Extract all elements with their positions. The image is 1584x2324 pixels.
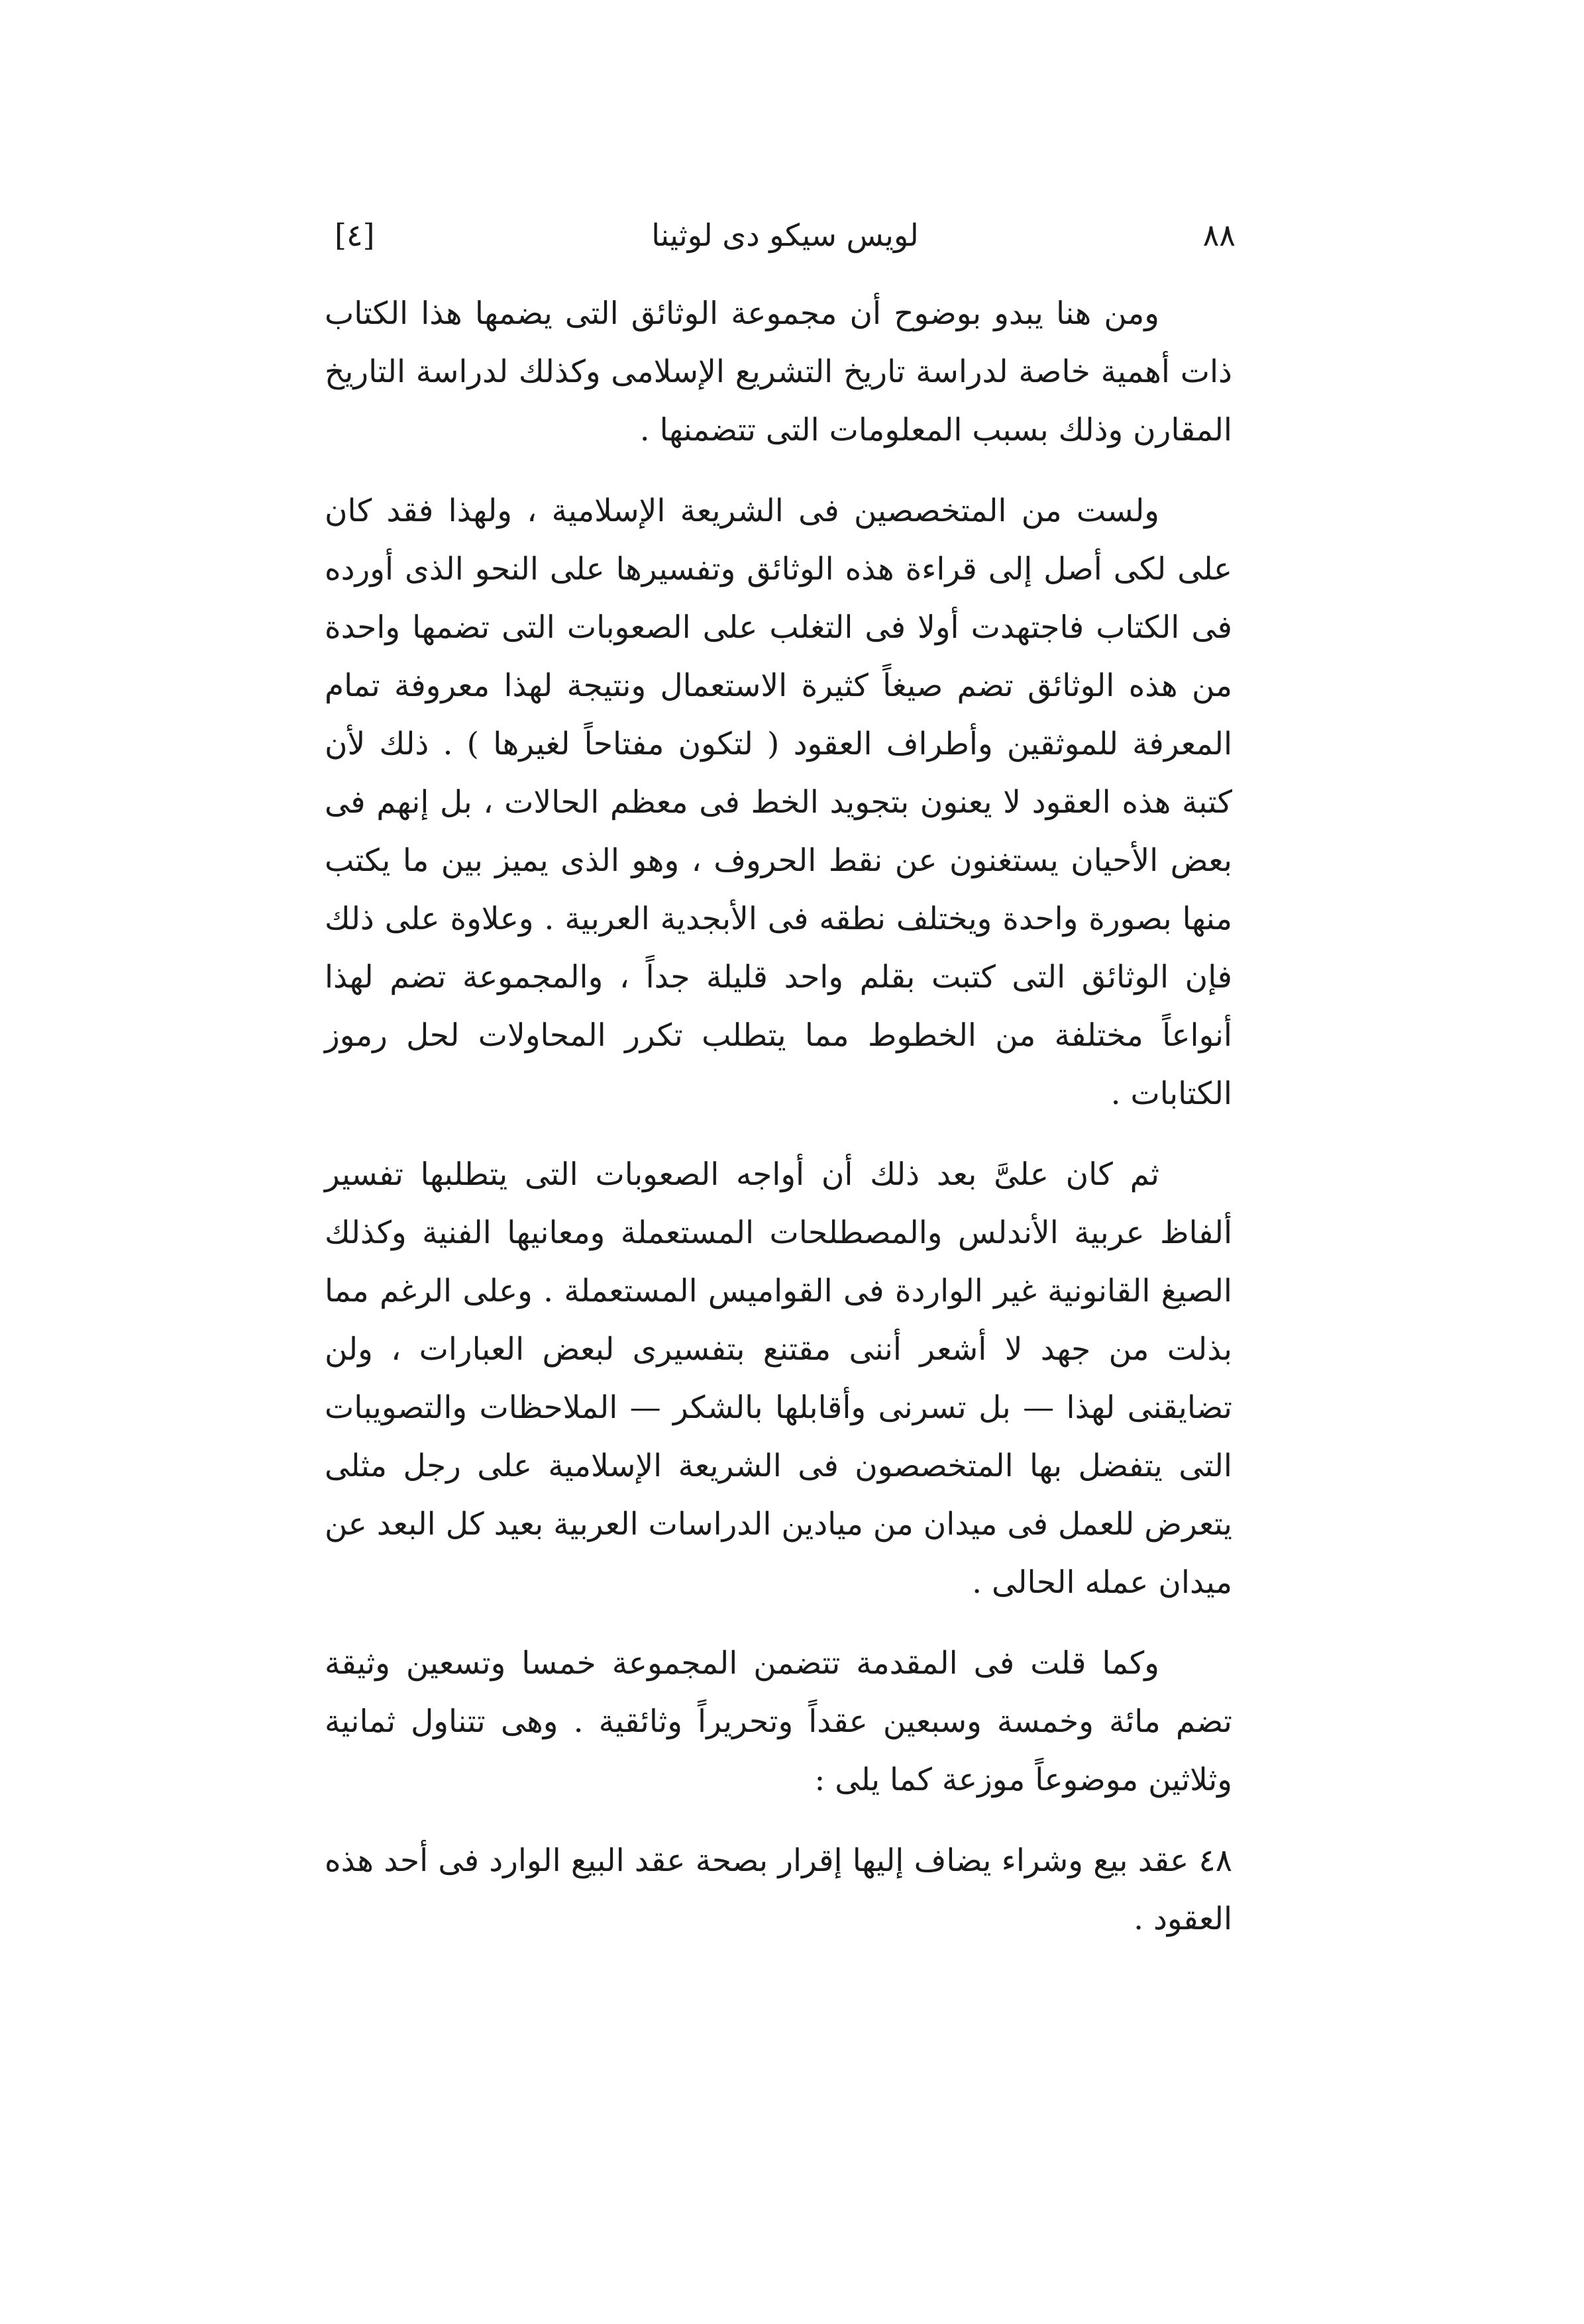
paragraph-1: ومن هنا يبدو بوضوح أن مجموعة الوثائق التى يضمها هذا الكتاب ذات أهمية خاصة لدراسة تاريخ التشريع الإسلامى وكذلك لدراسة التاريخ المقارن وذلك بسبب المعلومات التى تتضمنها .: [325, 295, 1232, 448]
paragraph-3: ثم كان علىَّ بعد ذلك أن أواجه الصعوبات التى يتطلبها تفسير ألفاظ عربية الأندلس والمصطلحات المستعملة ومعانيها الفنية وكذلك الصيغ القانونية غير الواردة فى القواميس المستعملة . وعلى الرغم مما بذلت من جهد لا أشعر أننى مقتنع بتفسيرى لبعض العبارات ، ولن تضايقنى لهذا — بل تسرنى وأقابلها بالشكر — الملاحظات والتصويبات التى يتفضل بها المتخصصون فى الشريعة الإسلامية على رجل مثلى يتعرض للعمل فى ميدان من ميادين الدراسات العربية بعيد كل البعد عن ميدان عمله الحالى .: [325, 1156, 1232, 1601]
body-text: [325, 285, 1232, 1971]
page-number: ٨٨: [1202, 217, 1236, 253]
page-header: [335, 199, 1236, 272]
running-title: لويس سيكو دى لوثينا: [651, 217, 919, 253]
section-number: [٤]: [335, 217, 375, 253]
paragraph-4: وكما قلت فى المقدمة تتضمن المجموعة خمسا وتسعين وثيقة تضم مائة وخمسة وسبعين عقداً وتحريراً وثائقية . وهى تتناول ثمانية وثلاثين موضوعاً موزعة كما يلى :: [325, 1645, 1232, 1798]
paragraph-2: ولست من المتخصصين فى الشريعة الإسلامية ، ولهذا فقد كان على لكى أصل إلى قراءة هذه الوثائق وتفسيرها على النحو الذى أورده فى الكتاب فاجتهدت أولا فى التغلب على الصعوبات التى تضمها واحدة من هذه الوثائق تضم صيغاً كثيرة الاستعمال ونتيجة لهذا معروفة تمام المعرفة للموثقين وأطراف العقود ( لتكون مفتاحاً لغيرها ) . ذلك لأن كتبة هذه العقود لا يعنون بتجويد الخط فى معظم الحالات ، بل إنهم فى بعض الأحيان يستغنون عن نقط الحروف ، وهو الذى يميز بين ما يكتب منها بصورة واحدة ويختلف نطقه فى الأبجدية العربية . وعلاوة على ذلك فإن الوثائق التى كتبت بقلم واحد قليلة جداً ، والمجموعة تضم لهذا أنواعاً مختلفة من الخطوط مما يتطلب تكرر المحاولات لحل رموز الكتابات .: [325, 493, 1232, 1112]
list-item-1: ٤٨ عقد بيع وشراء يضاف إليها إقرار بصحة عقد البيع الوارد فى أحد هذه العقود .: [325, 1843, 1232, 1937]
